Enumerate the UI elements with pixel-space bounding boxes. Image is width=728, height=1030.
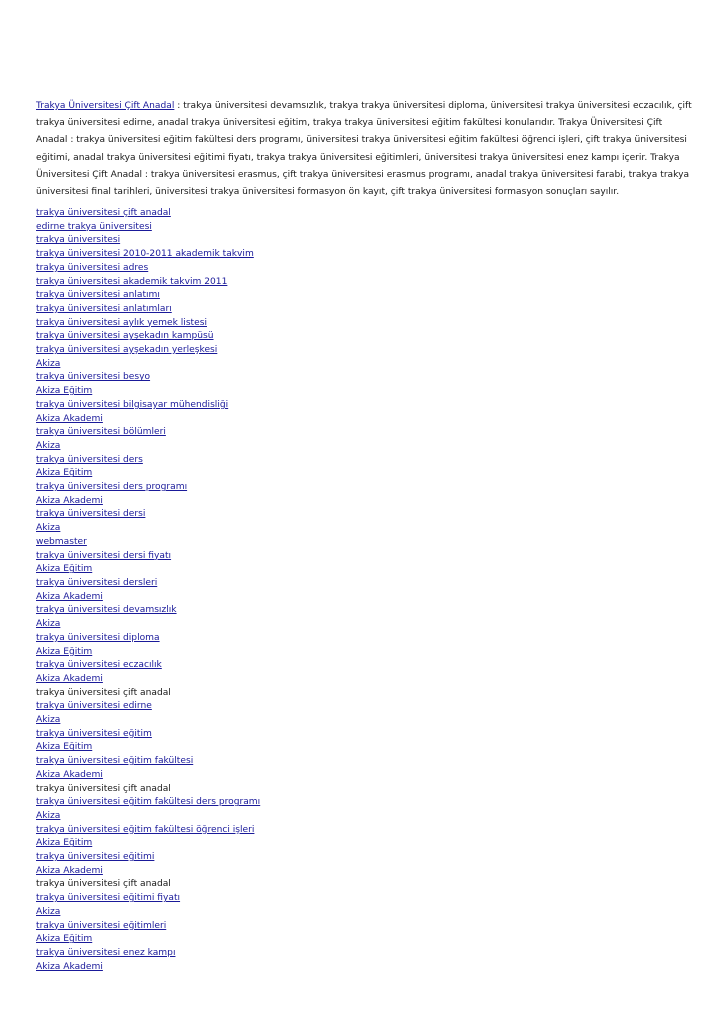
- list-item: [36, 878, 696, 892]
- list-item: [36, 454, 696, 468]
- list-item: [36, 700, 696, 714]
- list-link[interactable]: Akiza Akademi: [36, 673, 103, 684]
- link-list: [36, 207, 696, 974]
- list-link[interactable]: trakya üniversitesi dersi: [36, 509, 146, 520]
- list-link[interactable]: trakya üniversitesi aylık yemek listesi: [36, 317, 207, 328]
- list-link[interactable]: trakya üniversitesi besyo: [36, 372, 151, 383]
- list-link[interactable]: trakya üniversitesi 2010-2011 akademik takvim: [36, 249, 254, 260]
- list-item: [36, 495, 696, 509]
- list-link[interactable]: trakya üniversitesi ayşekadın yerleşkesi: [36, 345, 218, 356]
- list-item: [36, 234, 696, 248]
- list-link[interactable]: edirne trakya üniversitesi: [36, 221, 152, 232]
- list-item: [36, 947, 696, 961]
- list-item: [36, 344, 696, 358]
- list-item: [36, 687, 696, 701]
- list-item: [36, 330, 696, 344]
- list-link[interactable]: trakya üniversitesi dersleri: [36, 577, 158, 588]
- list-link[interactable]: trakya üniversitesi anlatımı: [36, 290, 160, 301]
- list-link[interactable]: trakya üniversitesi anlatımları: [36, 303, 172, 314]
- list-item: [36, 604, 696, 618]
- list-link[interactable]: trakya üniversitesi diploma: [36, 632, 160, 643]
- list-item: [36, 577, 696, 591]
- list-link[interactable]: trakya üniversitesi dersi fiyatı: [36, 550, 172, 561]
- list-item: [36, 673, 696, 687]
- list-link[interactable]: trakya üniversitesi ders programı: [36, 482, 188, 493]
- list-item: [36, 741, 696, 755]
- list-link[interactable]: Akiza: [36, 619, 61, 630]
- list-link[interactable]: Akiza Eğitim: [36, 468, 93, 479]
- list-link[interactable]: Akiza Akademi: [36, 961, 103, 972]
- list-link[interactable]: trakya üniversitesi: [36, 235, 121, 246]
- list-link[interactable]: trakya üniversitesi ders: [36, 454, 143, 465]
- list-item: [36, 933, 696, 947]
- list-item: [36, 563, 696, 577]
- list-item: [36, 536, 696, 550]
- list-item: [36, 399, 696, 413]
- list-item: [36, 440, 696, 454]
- list-item: [36, 824, 696, 838]
- list-item: [36, 508, 696, 522]
- list-item: [36, 371, 696, 385]
- list-link[interactable]: trakya üniversitesi eczacılık: [36, 660, 162, 671]
- list-link[interactable]: trakya üniversitesi eğitim fakültesi öğrenci işleri: [36, 824, 255, 835]
- list-link[interactable]: trakya üniversitesi eğitim: [36, 728, 152, 739]
- list-link[interactable]: Akiza: [36, 810, 61, 821]
- list-item: [36, 618, 696, 632]
- list-link[interactable]: Akiza Akademi: [36, 865, 103, 876]
- list-text: trakya üniversitesi çift anadal: [36, 687, 171, 698]
- list-link[interactable]: trakya üniversitesi eğitimi fiyatı: [36, 893, 181, 904]
- list-link[interactable]: Akiza Akademi: [36, 769, 103, 780]
- list-item: [36, 892, 696, 906]
- list-link[interactable]: Akiza Eğitim: [36, 646, 93, 657]
- list-item: [36, 467, 696, 481]
- list-link[interactable]: trakya üniversitesi enez kampı: [36, 947, 176, 958]
- list-item: [36, 289, 696, 303]
- list-link[interactable]: trakya üniversitesi eğitim fakültesi: [36, 756, 194, 767]
- list-item: [36, 714, 696, 728]
- intro-paragraph: [36, 98, 696, 201]
- intro-title-link[interactable]: Trakya Üniversitesi Çift Anadal: [36, 101, 175, 111]
- list-item: [36, 303, 696, 317]
- list-item: [36, 796, 696, 810]
- list-link[interactable]: Akiza: [36, 358, 61, 369]
- list-link[interactable]: Akiza: [36, 523, 61, 534]
- list-item: [36, 810, 696, 824]
- list-item: [36, 207, 696, 221]
- list-link[interactable]: Akiza: [36, 906, 61, 917]
- list-link[interactable]: Akiza Akademi: [36, 495, 103, 506]
- list-link[interactable]: Akiza Eğitim: [36, 742, 93, 753]
- list-item: [36, 837, 696, 851]
- list-item: [36, 865, 696, 879]
- list-item: [36, 632, 696, 646]
- list-link[interactable]: trakya üniversitesi akademik takvim 2011: [36, 276, 228, 287]
- list-link[interactable]: Akiza: [36, 440, 61, 451]
- list-item: [36, 317, 696, 331]
- list-item: [36, 961, 696, 975]
- list-item: [36, 481, 696, 495]
- list-item: [36, 783, 696, 797]
- list-item: [36, 591, 696, 605]
- list-item: [36, 426, 696, 440]
- list-text: trakya üniversitesi çift anadal: [36, 879, 171, 890]
- list-item: [36, 276, 696, 290]
- list-item: [36, 522, 696, 536]
- list-item: [36, 358, 696, 372]
- list-item: [36, 262, 696, 276]
- list-link[interactable]: webmaster: [36, 536, 87, 547]
- list-link[interactable]: trakya üniversitesi eğitimi: [36, 852, 155, 863]
- list-link[interactable]: trakya üniversitesi bölümleri: [36, 427, 166, 438]
- list-link[interactable]: Akiza Akademi: [36, 591, 103, 602]
- list-item: [36, 248, 696, 262]
- list-item: [36, 413, 696, 427]
- intro-text: : trakya üniversitesi devamsızlık, trakya trakya üniversitesi diploma, üniversitesi trakya üniversitesi eczacılık, çift trakya üniversitesi edirne, anadal trakya üniversitesi eğitim, trakya trakya üniversitesi eğitim fakültesi konularıdır. Trakya Üniversitesi Çift Anadal : trakya üniversitesi eğitim fakültesi ders programı, üniversitesi trakya üniversitesi eğitim fakültesi öğrenci işleri, çift trakya üniversitesi eğitimi, anadal trakya üniversitesi eğitimi fiyatı, trakya trakya üniversitesi eğitimleri, üniversitesi trakya üniversitesi enez kampı içerir. Trakya Üniversitesi Çift Anadal : trakya üniversitesi erasmus, çift trakya üniversitesi erasmus programı, anadal trakya üniversitesi farabi, trakya trakya üniversitesi final tarihleri, üniversitesi trakya üniversitesi formasyon ön kayıt, çift trakya üniversitesi formasyon sonuçları sayılır.: [36, 101, 692, 198]
- list-link[interactable]: Akiza Eğitim: [36, 386, 93, 397]
- list-item: [36, 646, 696, 660]
- list-item: [36, 920, 696, 934]
- list-link[interactable]: trakya üniversitesi adres: [36, 262, 149, 273]
- list-link[interactable]: Akiza Eğitim: [36, 838, 93, 849]
- list-text: trakya üniversitesi çift anadal: [36, 783, 171, 794]
- list-link[interactable]: Akiza: [36, 715, 61, 726]
- list-link[interactable]: trakya üniversitesi edirne: [36, 701, 152, 712]
- list-link[interactable]: trakya üniversitesi çift anadal: [36, 208, 171, 218]
- list-item: [36, 385, 696, 399]
- list-item: [36, 728, 696, 742]
- list-item: [36, 755, 696, 769]
- list-item: [36, 659, 696, 673]
- list-link[interactable]: Akiza Eğitim: [36, 934, 93, 945]
- list-link[interactable]: trakya üniversitesi ayşekadın kampüsü: [36, 331, 214, 342]
- list-item: [36, 851, 696, 865]
- list-link[interactable]: trakya üniversitesi devamsızlık: [36, 605, 177, 616]
- list-item: [36, 769, 696, 783]
- list-link[interactable]: trakya üniversitesi eğitim fakültesi ders programı: [36, 797, 261, 808]
- list-item: [36, 550, 696, 564]
- list-link[interactable]: Akiza Eğitim: [36, 564, 93, 575]
- list-item: [36, 906, 696, 920]
- list-item: [36, 221, 696, 235]
- list-link[interactable]: trakya üniversitesi eğitimleri: [36, 920, 167, 931]
- list-link[interactable]: trakya üniversitesi bilgisayar mühendisliği: [36, 399, 229, 410]
- list-link[interactable]: Akiza Akademi: [36, 413, 103, 424]
